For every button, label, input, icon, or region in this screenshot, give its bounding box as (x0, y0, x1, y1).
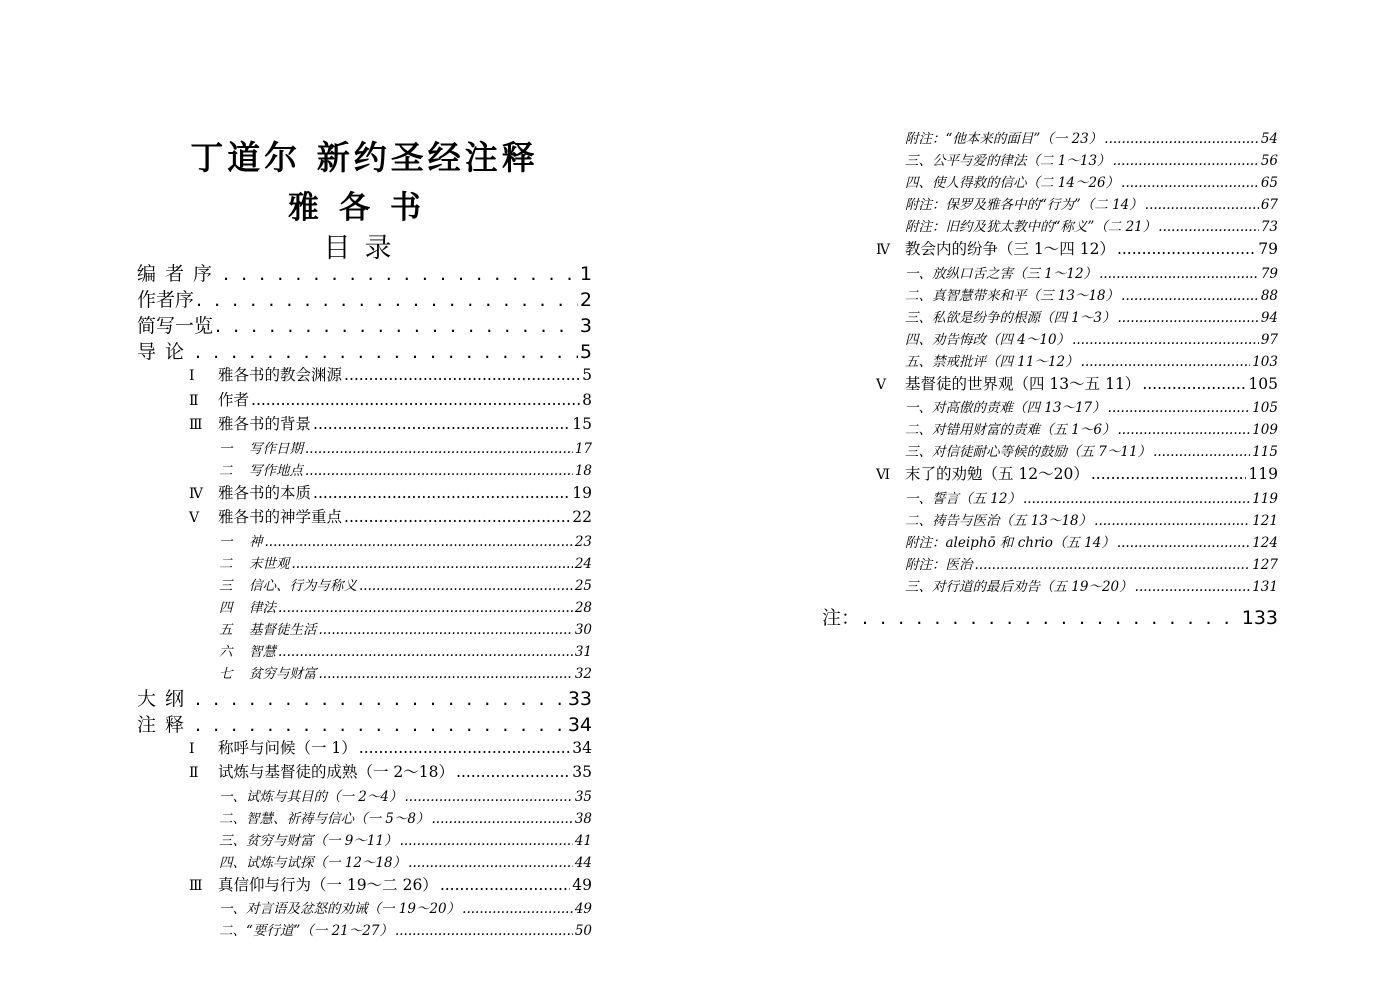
toc-entry-title (219, 530, 263, 550)
toc-entry-title (905, 262, 1097, 282)
toc-entry-label: 一、对言语及忿怒的劝诫（一 19～20） (219, 901, 461, 917)
toc-entry-title (219, 829, 398, 849)
page-number: 115 (1252, 444, 1278, 460)
toc-entry (822, 284, 1278, 306)
toc-entry (137, 388, 592, 413)
toc-entry (137, 337, 592, 363)
toc-entry-label: 二、祷告与医治（五 13～18） (905, 512, 1093, 529)
toc-entry-title (189, 388, 249, 410)
page-number: 65 (1260, 175, 1278, 191)
dot-leader (862, 607, 1240, 629)
toc-entry-title (905, 553, 973, 573)
page-number: 67 (1260, 197, 1278, 213)
toc-entry (822, 509, 1278, 531)
dot-leader (278, 644, 573, 660)
toc-entry-title (137, 684, 193, 711)
section-numeral: Ⅴ (876, 376, 887, 393)
dot-leader (305, 463, 573, 479)
page-number: 3 (579, 315, 592, 337)
toc-entry-label: 真信仰与行为（一 19～二 26） (218, 875, 438, 894)
dot-leader (1153, 444, 1250, 460)
dot-leader (1121, 288, 1259, 304)
toc-entry (822, 553, 1278, 575)
toc-entry (822, 215, 1278, 237)
page-number: 94 (1260, 309, 1278, 326)
toc-entry-label: 称呼与问候（一 1） (218, 738, 357, 757)
toc-entry-title (219, 552, 290, 572)
toc-entry-label: 律法 (249, 599, 276, 616)
dot-leader (1158, 219, 1259, 235)
dot-leader (1121, 175, 1259, 191)
toc-entry-title (905, 328, 1070, 348)
dot-leader (1145, 197, 1259, 213)
toc-entry-title (189, 363, 342, 385)
series-title: 丁道尔 新约圣经注释 (190, 138, 539, 177)
toc-entry (137, 505, 592, 530)
toc-entry (822, 306, 1278, 328)
dot-leader (1117, 535, 1250, 551)
page-number: 30 (574, 621, 592, 638)
toc-entry (137, 285, 592, 311)
toc-entry (137, 437, 592, 459)
dot-leader (195, 341, 578, 363)
toc-entry-label: 二、智慧、祈祷与信心（一 5～8） (219, 810, 430, 827)
toc-entry-title (189, 481, 311, 503)
toc-entry-label: 导论 (137, 341, 194, 363)
toc-entry-label: 附注：保罗及雅各中的“行为”（二 14） (905, 197, 1143, 213)
dot-leader (195, 714, 566, 736)
toc-entry-title (905, 284, 1119, 304)
dot-leader (1135, 579, 1251, 595)
toc-entry-label: 附注：“他本来的面目”（一 23） (905, 131, 1103, 147)
page-number: 18 (574, 462, 592, 479)
toc-entry-label: 雅各书的本质 (218, 483, 312, 502)
toc-entry (137, 897, 592, 919)
page-number: 105 (1252, 400, 1278, 416)
toc-entry-label: 注释 (137, 713, 194, 736)
toc-entry-label: 信心、行为与称义 (249, 577, 357, 594)
toc-entry-title (137, 259, 221, 286)
toc-entry-title (189, 412, 311, 434)
toc-entry (822, 603, 1278, 629)
dot-leader (1091, 465, 1247, 483)
toc-entry-label: 三、贫穷与财富（一 9～11） (219, 832, 398, 849)
toc-entry-title (905, 487, 1021, 507)
toc-entry-label: 一、誓言（五 12） (905, 490, 1021, 507)
page-number: 32 (574, 665, 592, 682)
dot-leader (456, 763, 570, 781)
dot-leader (1113, 153, 1259, 169)
page-number: 41 (574, 832, 592, 849)
dot-leader (196, 289, 578, 311)
toc-entry-title (219, 851, 406, 871)
dot-leader (1117, 240, 1256, 258)
dot-leader (215, 315, 578, 337)
toc-entry-label: 三、对行道的最后劝告（五 19～20） (905, 578, 1133, 595)
toc-entry-title (219, 919, 393, 939)
toc-entry-title (189, 736, 357, 758)
toc-entry-label: 二、对错用财富的责难（五 1～6） (905, 422, 1116, 438)
toc-entry (137, 760, 592, 785)
toc-entry-label: 编者序 (137, 263, 222, 285)
toc-entry (822, 372, 1278, 397)
dot-leader (1117, 422, 1250, 438)
dot-leader (359, 578, 573, 594)
page-number: 124 (1252, 534, 1278, 551)
toc-entry-title (189, 760, 454, 782)
toc-entry-title (876, 462, 1089, 484)
dot-leader (1081, 354, 1251, 370)
toc-entry (137, 596, 592, 618)
toc-entry (822, 575, 1278, 597)
toc-entry (822, 440, 1278, 462)
toc-entry-label: 雅各书的神学重点 (218, 508, 343, 526)
toc-entry (137, 710, 592, 736)
dot-leader (265, 534, 573, 550)
toc-heading: 目录 (323, 233, 406, 264)
toc-entry-title (905, 531, 1115, 551)
dot-leader (1099, 266, 1259, 282)
toc-entry-label: 作者 (218, 390, 250, 409)
toc-entry-label: 雅各书的教会渊源 (218, 366, 343, 384)
toc-entry (137, 259, 592, 285)
dot-leader (975, 557, 1251, 573)
toc-entry-label: 一、对高傲的责难（四 13～17） (905, 400, 1106, 416)
toc-entry-title (905, 418, 1115, 438)
section-numeral: Ⅳ (876, 242, 890, 258)
toc-entry-title (905, 171, 1119, 191)
toc-entry (822, 350, 1278, 372)
page-number: 121 (1252, 512, 1278, 529)
toc-entry-label: 写作日期 (249, 440, 303, 457)
toc-entry (822, 127, 1278, 149)
dot-leader (1104, 131, 1259, 147)
section-numeral: Ⅲ (189, 877, 203, 894)
page-number: 22 (572, 508, 592, 526)
subsection-numeral: 三 (219, 577, 233, 594)
dot-leader (278, 600, 573, 616)
dot-leader (462, 901, 573, 917)
toc-entry (822, 171, 1278, 193)
toc-entry-label: 附注：医治 (905, 556, 973, 573)
toc-entry-title (189, 505, 342, 527)
toc-entry-label: 写作地点 (249, 462, 303, 479)
dot-leader (440, 876, 570, 894)
toc-entry (822, 193, 1278, 215)
toc-entry-label: 附注：旧约及犹太教中的“称义”（二 21） (905, 219, 1157, 235)
toc-entry-label: 三、对信徒耐心等候的鼓励（五 7～11） (905, 444, 1152, 460)
toc-entry-title (219, 662, 317, 682)
subsection-numeral: 一 (219, 440, 233, 457)
toc-entry-label: 四、劝告悔改（四 4～10） (905, 331, 1071, 348)
dot-leader (313, 415, 570, 433)
page-number: 1 (579, 263, 592, 285)
toc-entry (822, 396, 1278, 418)
dot-leader (313, 484, 570, 502)
page-number: 97 (1260, 331, 1278, 348)
page-number: 31 (574, 643, 592, 660)
toc-entry-title (905, 575, 1133, 595)
section-numeral: Ⅴ (189, 510, 200, 526)
toc-entry (137, 785, 592, 807)
toc-entry-title (137, 285, 194, 312)
dot-leader (400, 833, 573, 849)
dot-leader (223, 263, 578, 285)
section-numeral: Ⅱ (189, 765, 199, 781)
subsection-numeral: 五 (219, 621, 233, 638)
toc-entry-title (219, 437, 303, 457)
toc-entry (822, 328, 1278, 350)
toc-entry (822, 487, 1278, 509)
dot-leader (1023, 491, 1250, 507)
toc-entry (822, 149, 1278, 171)
toc-entry-title (905, 350, 1079, 370)
toc-entry-label: 一、放纵口舌之害（三 1～12） (905, 265, 1098, 282)
toc-entry (137, 873, 592, 898)
toc-entry-label: 大纲 (137, 687, 194, 710)
page-number: 24 (574, 555, 592, 572)
toc-entry-title (219, 897, 460, 917)
toc-entry (137, 481, 592, 506)
toc-entry-label: 神 (249, 533, 263, 550)
toc-entry-title (905, 193, 1143, 213)
toc-entry (137, 736, 592, 761)
page-number: 38 (574, 810, 592, 827)
subsection-numeral: 四 (219, 599, 233, 616)
dot-leader (431, 811, 572, 827)
section-numeral: Ⅳ (189, 485, 203, 502)
page-number: 25 (574, 577, 592, 594)
toc-entry (822, 531, 1278, 553)
dot-leader (404, 789, 572, 805)
toc-entry-title (876, 372, 1140, 394)
dot-leader (1117, 310, 1258, 326)
section-numeral: Ⅱ (189, 392, 199, 409)
dot-leader (395, 923, 573, 939)
toc-entry-label: 贫穷与财富 (249, 665, 317, 682)
toc-entry (822, 418, 1278, 440)
page-number: 73 (1260, 219, 1278, 235)
section-numeral: Ⅰ (189, 368, 195, 384)
toc-entry-title (905, 215, 1156, 235)
toc-entry (137, 530, 592, 552)
toc-entry-title (905, 149, 1111, 169)
page-number: 15 (572, 415, 592, 433)
subsection-numeral: 二 (219, 555, 233, 572)
dot-leader (319, 622, 573, 638)
page-number: 88 (1260, 287, 1278, 304)
toc-entry-label: 末世观 (249, 555, 290, 572)
toc-entry-title (219, 574, 357, 594)
toc-entry (137, 684, 592, 710)
toc-entry-title (189, 873, 438, 895)
page-number: 35 (574, 788, 592, 805)
subsection-numeral: 七 (219, 665, 233, 682)
page-number: 131 (1252, 578, 1278, 595)
page-number: 127 (1252, 556, 1278, 573)
page-number: 2 (579, 289, 592, 311)
page-number: 17 (574, 440, 592, 457)
toc-entry-title (137, 710, 193, 737)
toc-entry-title (219, 785, 402, 805)
page-number: 28 (574, 599, 592, 616)
page-number: 5 (579, 341, 592, 363)
section-numeral: Ⅲ (189, 417, 203, 433)
toc-entry-title (905, 306, 1115, 326)
dot-leader (305, 441, 573, 457)
toc-right-column (822, 127, 1278, 629)
toc-entry-title (905, 127, 1102, 147)
toc-entry-label: 一、试炼与其目的（一 2～4） (219, 788, 403, 805)
toc-entry-label: 作者序 (137, 289, 195, 311)
toc-entry-title (219, 807, 429, 827)
page-number: 109 (1252, 422, 1278, 438)
toc-left-column (137, 259, 592, 941)
toc-entry (137, 640, 592, 662)
book-title: 雅各书 (288, 190, 441, 226)
dot-leader (1108, 400, 1251, 416)
dot-leader (1072, 332, 1259, 348)
toc-entry-title (905, 440, 1151, 460)
toc-entry (137, 662, 592, 684)
page-number: 5 (582, 366, 592, 384)
toc-entry (137, 574, 592, 596)
toc-entry (822, 262, 1278, 284)
toc-entry (137, 412, 592, 437)
page-number: 54 (1260, 131, 1278, 147)
toc-entry-label: 三、私欲是纷争的根源（四 1～3） (905, 309, 1116, 326)
subsection-numeral: 六 (219, 643, 233, 660)
section-numeral: Ⅵ (876, 467, 891, 483)
page-number: 79 (1258, 240, 1278, 258)
page-number: 44 (574, 854, 592, 871)
toc-entry-label: 二、“要行道”（一 21～27） (219, 923, 393, 939)
dot-leader (408, 855, 573, 871)
toc-entry (822, 237, 1278, 262)
toc-entry-label: 注： (822, 606, 861, 629)
dot-leader (359, 739, 570, 757)
dot-leader (344, 508, 570, 526)
dot-leader (319, 666, 573, 682)
page-number: 34 (567, 713, 592, 736)
toc-entry (137, 919, 592, 941)
toc-entry-title (905, 396, 1106, 416)
page-number: 50 (574, 923, 592, 939)
dot-leader (251, 391, 580, 409)
subsection-numeral: 一 (219, 533, 233, 550)
toc-entry-label: 四、试炼与试探（一 12～18） (219, 854, 407, 871)
toc-entry (137, 618, 592, 640)
toc-entry-label: 三、公平与爱的律法（二 1～13） (905, 153, 1111, 169)
toc-entry-label: 智慧 (249, 643, 276, 660)
dot-leader (195, 688, 566, 710)
section-numeral: Ⅰ (189, 740, 195, 757)
page-number: 105 (1248, 374, 1278, 393)
toc-entry-title (219, 618, 317, 638)
toc-entry-title (876, 237, 1115, 259)
page-number: 23 (574, 533, 592, 550)
toc-entry-label: 二、真智慧带来和平（三 13～18） (905, 287, 1120, 304)
page-number: 49 (572, 875, 592, 894)
page-number: 119 (1248, 465, 1278, 483)
toc-entry-label: 附注：aleiphō 和 chrio（五 14） (905, 534, 1115, 551)
page-number: 8 (582, 390, 592, 409)
toc-entry-title (137, 311, 213, 338)
dot-leader (344, 366, 580, 384)
page-number: 133 (1241, 606, 1278, 629)
page-number: 103 (1252, 353, 1278, 370)
page-number: 35 (572, 763, 592, 781)
toc-entry (137, 807, 592, 829)
page-number: 79 (1260, 265, 1278, 282)
toc-entry-label: 教会内的纷争（三 1～四 12） (905, 240, 1115, 258)
dot-leader (1094, 513, 1250, 529)
toc-entry (137, 552, 592, 574)
page-number: 119 (1252, 490, 1278, 507)
page-number: 34 (572, 738, 592, 757)
toc-entry-label: 简写一览 (137, 315, 214, 337)
toc-entry-label: 试炼与基督徒的成熟（一 2～18） (218, 763, 455, 781)
toc-entry-title (219, 596, 276, 616)
toc-entry (822, 462, 1278, 487)
dot-leader (1142, 375, 1246, 393)
toc-entry-label: 基督徒的世界观（四 13～五 11） (905, 374, 1141, 393)
toc-entry-label: 五、禁戒批评（四 11～12） (905, 353, 1079, 370)
toc-entry-title (137, 337, 193, 364)
toc-entry (137, 363, 592, 388)
toc-entry-label: 雅各书的背景 (218, 415, 312, 433)
dot-leader (292, 556, 573, 572)
page-number: 33 (567, 687, 592, 710)
toc-entry (137, 829, 592, 851)
toc-entry-title (905, 509, 1092, 529)
toc-entry-title (219, 459, 303, 479)
toc-entry-label: 基督徒生活 (249, 621, 317, 638)
page-number: 56 (1260, 153, 1278, 169)
subsection-numeral: 二 (219, 462, 233, 479)
toc-entry-title (822, 603, 860, 630)
page-number: 19 (572, 483, 592, 502)
toc-entry (137, 311, 592, 337)
toc-entry-title (219, 640, 276, 660)
toc-entry-label: 四、使人得救的信心（二 14～26） (905, 175, 1120, 191)
toc-entry (137, 459, 592, 481)
toc-entry (137, 851, 592, 873)
toc-entry-label: 末了的劝勉（五 12～20） (905, 465, 1089, 483)
page-number: 49 (574, 901, 592, 917)
